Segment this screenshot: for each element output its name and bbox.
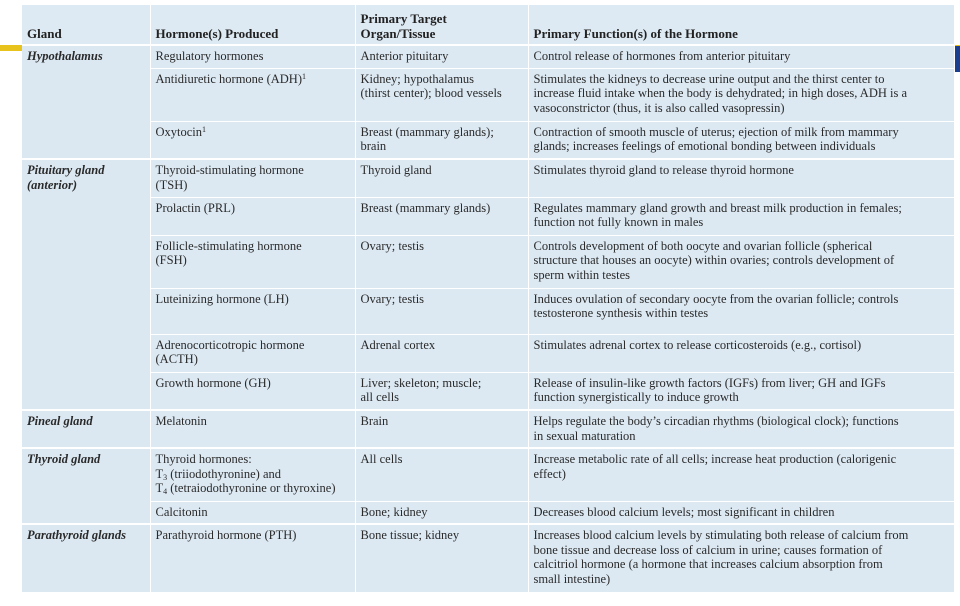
function-line: vasoconstrictor (thus, it is also called vasopressin) — [533, 100, 785, 115]
gland-thyroid: Thyroid gland — [22, 448, 150, 524]
hormone-cell: Luteinizing hormone (LH) — [150, 288, 355, 334]
function-cell — [528, 448, 954, 501]
t3-letter: T — [155, 466, 164, 481]
table-row — [22, 524, 954, 592]
function-line: Stimulates thyroid gland to release thyroid hormone — [533, 163, 794, 177]
gland-pineal: Pineal gland — [22, 410, 150, 448]
function-cell — [528, 68, 954, 121]
function-line: sperm within testes — [533, 267, 631, 282]
hormone-cell — [150, 121, 355, 159]
function-line: small intestine) — [533, 571, 611, 586]
function-cell — [528, 121, 954, 159]
function-line: testosterone synthesis within testes — [533, 306, 709, 320]
hormone-line: Thyroid hormones: — [155, 452, 252, 466]
function-cell — [528, 524, 954, 592]
function-line: Release of insulin-like growth factors (IGFs) from liver; GH and IGFs — [533, 375, 886, 390]
hormone-text: Oxytocin — [155, 124, 203, 139]
header-target — [355, 5, 528, 45]
target-line: Kidney; hypothalamus — [360, 71, 475, 86]
target-cell: Thyroid gland — [355, 159, 528, 197]
target-cell: Ovary; testis — [355, 235, 528, 288]
target-cell: Brain — [355, 410, 528, 448]
function-cell — [528, 197, 954, 235]
hormone-cell: Growth hormone (GH) — [150, 372, 355, 410]
target-cell: Adrenal cortex — [355, 334, 528, 372]
function-line: Stimulates adrenal cortex to release corticosteroids (e.g., cortisol) — [533, 337, 862, 352]
gland-line: (anterior) — [27, 177, 77, 192]
table-row — [22, 235, 954, 288]
table-row — [22, 372, 954, 410]
gland-hypothalamus: Hypothalamus — [22, 45, 150, 159]
table-row — [22, 288, 954, 334]
header-gland: Gland — [22, 5, 150, 45]
function-line: calcitriol hormone (a hormone that increases calcium absorption from — [533, 557, 883, 571]
function-line: Regulates mammary gland growth and breast milk production in females; — [533, 200, 902, 215]
function-line: increase fluid intake when the body is dehydrated; in high doses, ADH is a — [533, 86, 908, 100]
function-line: function not fully known in males — [533, 215, 704, 229]
hormone-line: Adrenocorticotropic hormone — [155, 337, 305, 352]
t3-text: (triiodothyronine) and — [167, 466, 282, 481]
header-hormones: Hormone(s) Produced — [150, 5, 355, 45]
target-line: all cells — [360, 390, 400, 404]
table-header — [22, 5, 954, 45]
function-line: Helps regulate the body’s circadian rhythms (biological clock); functions — [533, 414, 899, 428]
hormone-line: Thyroid-stimulating hormone — [155, 163, 304, 177]
header-function: Primary Function(s) of the Hormone — [528, 5, 954, 45]
target-cell — [355, 372, 528, 410]
target-line: (thirst center); blood vessels — [360, 86, 502, 100]
function-line: Increases blood calcium levels by stimulating both release of calcium from — [533, 528, 909, 542]
t4-text: (tetraiodothyronine or thyroxine) — [167, 481, 336, 495]
hormone-line: Follicle-stimulating hormone — [155, 238, 302, 253]
header-target-line: Organ/Tissue — [360, 26, 436, 41]
function-cell — [528, 235, 954, 288]
table-body — [22, 45, 954, 592]
target-cell: Anterior pituitary — [355, 45, 528, 68]
function-cell — [528, 288, 954, 334]
table-row — [22, 334, 954, 372]
function-cell — [528, 372, 954, 410]
table-row — [22, 159, 954, 197]
function-line: Control release of hormones from anterior pituitary — [533, 49, 791, 63]
function-cell — [528, 410, 954, 448]
gland-parathyroid: Parathyroid glands — [22, 524, 150, 592]
target-line: Breast (mammary glands); — [360, 124, 494, 139]
hormone-cell — [150, 448, 355, 501]
hormone-cell: Parathyroid hormone (PTH) — [150, 524, 355, 592]
function-cell — [528, 45, 954, 68]
table-row — [22, 68, 954, 121]
function-line: bone tissue and decrease loss of calcium in urine; causes formation of — [533, 542, 883, 557]
table-row — [22, 197, 954, 235]
hormone-cell: Prolactin (PRL) — [150, 197, 355, 235]
function-line: in sexual maturation — [533, 428, 636, 443]
target-cell — [355, 121, 528, 159]
hormone-cell — [150, 159, 355, 197]
hormone-line: (ACTH) — [155, 352, 198, 366]
hormone-line: (FSH) — [155, 253, 187, 267]
function-line: Induces ovulation of secondary oocyte from the ovarian follicle; controls — [533, 291, 899, 306]
function-line: Stimulates the kidneys to decrease urine output and the thirst center to — [533, 71, 885, 86]
table-row — [22, 501, 954, 524]
function-cell — [528, 501, 954, 524]
table-row — [22, 121, 954, 159]
hormone-cell — [150, 68, 355, 121]
target-cell: Bone; kidney — [355, 501, 528, 524]
hormone-cell: Melatonin — [150, 410, 355, 448]
gland-pituitary — [22, 159, 150, 410]
target-cell: Bone tissue; kidney — [355, 524, 528, 592]
target-cell: All cells — [355, 448, 528, 501]
target-cell — [355, 68, 528, 121]
hormone-line: (TSH) — [155, 177, 188, 192]
function-line: Increase metabolic rate of all cells; increase heat production (calorigenic — [533, 452, 897, 466]
hormone-cell — [150, 235, 355, 288]
hormone-cell — [150, 334, 355, 372]
header-target-line: Primary Target — [360, 11, 447, 26]
footnote-mark: 1 — [202, 124, 207, 134]
function-line: glands; increases feelings of emotional bonding between individuals — [533, 139, 876, 153]
function-cell — [528, 159, 954, 197]
table-row — [22, 410, 954, 448]
hormone-line — [156, 481, 350, 496]
hormone-line — [156, 467, 350, 482]
function-line: function synergistically to induce growth — [533, 390, 739, 404]
target-line: Liver; skeleton; muscle; — [360, 375, 482, 390]
function-line: structure that houses an oocyte) within ovaries; controls development of — [533, 253, 895, 267]
function-line: Contraction of smooth muscle of uterus; ejection of milk from mammary — [533, 124, 899, 139]
hormone-cell: Regulatory hormones — [150, 45, 355, 68]
t4-letter: T — [155, 481, 164, 495]
table-row — [22, 45, 954, 68]
target-line: brain — [360, 139, 387, 153]
footnote-mark: 1 — [302, 71, 306, 81]
target-cell: Ovary; testis — [355, 288, 528, 334]
function-cell — [528, 334, 954, 372]
header-row — [22, 5, 954, 45]
function-line: Controls development of both oocyte and ovarian follicle (spherical — [533, 238, 873, 253]
hormone-text: Antidiuretic hormone (ADH) — [155, 71, 302, 86]
function-line: effect) — [533, 466, 566, 481]
hormone-table — [22, 5, 955, 592]
hormone-cell: Calcitonin — [150, 501, 355, 524]
gland-line: Pituitary gland — [27, 163, 105, 177]
function-line: Decreases blood calcium levels; most significant in children — [533, 504, 835, 519]
target-cell: Breast (mammary glands) — [355, 197, 528, 235]
table-row — [22, 448, 954, 501]
t4-subscript: 4 — [163, 487, 168, 496]
t3-subscript: 3 — [163, 472, 168, 482]
